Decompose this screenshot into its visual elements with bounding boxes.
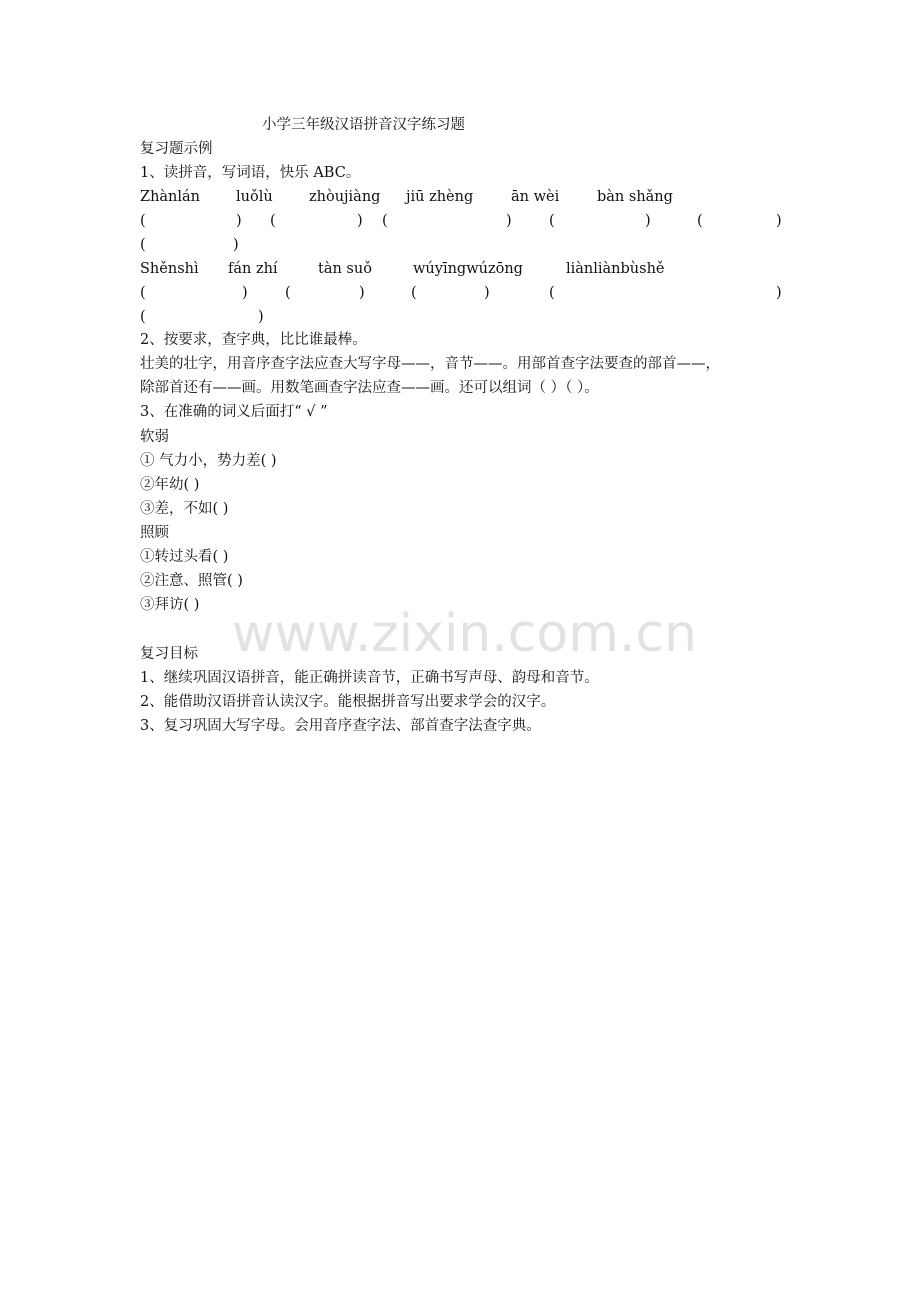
goal-item: 1、继续巩固汉语拼音，能正确拼读音节，正确书写声母、韵母和音节。 <box>140 670 599 686</box>
paren-open: ( <box>140 237 146 253</box>
q2-text-line1: 壮美的壮字，用音序查字法应查大写字母——，音节——。用部首查字法要查的部首——， <box>140 356 720 372</box>
pinyin-word: Shěnshì <box>140 261 199 277</box>
pinyin-word: jiū zhèng <box>406 189 474 205</box>
paren-open: ( <box>140 309 146 325</box>
q1-heading: 1、读拼音，写词语，快乐 ABC。 <box>140 165 361 181</box>
paren-open: ( <box>411 285 417 301</box>
goal-item: 3、复习巩固大写字母。会用音序查字法、部首查字法查字典。 <box>140 718 541 734</box>
paren-open: ( <box>549 213 555 229</box>
pinyin-word: luǒlù <box>236 189 273 205</box>
q3-heading: 3、在准确的词义后面打“ √ ” <box>140 404 328 420</box>
pinyin-word: Zhànlán <box>140 189 201 205</box>
q3-option: ③差，不如( ) <box>140 501 229 517</box>
section-example-heading: 复习题示例 <box>140 141 213 157</box>
pinyin-word: wúyīngwúzōng <box>413 261 523 277</box>
q3-option: ②注意、照管( ) <box>140 573 243 589</box>
paren-close: ) <box>776 285 782 301</box>
q2-text-line2: 除部首还有——画。用数笔画查字法应查——画。还可以组词（ ）（ ）。 <box>140 380 599 396</box>
pinyin-word: fán zhí <box>228 261 278 277</box>
q3-option: ②年幼( ) <box>140 477 200 493</box>
paren-close: ) <box>258 309 264 325</box>
paren-close: ) <box>776 213 782 229</box>
paren-close: ) <box>484 285 490 301</box>
paren-close: ) <box>233 237 239 253</box>
paren-open: ( <box>697 213 703 229</box>
paren-close: ) <box>359 285 365 301</box>
q3-option: ①转过头看( ) <box>140 549 229 565</box>
q2-heading: 2、按要求，查字典，比比谁最棒。 <box>140 332 367 348</box>
paren-close: ) <box>506 213 512 229</box>
q3-option: ③拜访( ) <box>140 597 200 613</box>
paren-open: ( <box>549 285 555 301</box>
pinyin-word: ān wèi <box>511 189 560 205</box>
pinyin-word: tàn suǒ <box>318 261 372 277</box>
paren-close: ) <box>357 213 363 229</box>
goal-item: 2、能借助汉语拼音认读汉字。能根据拼音写出要求学会的汉字。 <box>140 694 556 710</box>
pinyin-word: bàn shǎng <box>597 189 673 205</box>
q3-word-ruanruo: 软弱 <box>140 429 169 445</box>
paren-open: ( <box>270 213 276 229</box>
paren-close: ) <box>236 213 242 229</box>
paren-close: ) <box>645 213 651 229</box>
q3-option: ① 气力小，势力差( ) <box>140 453 277 469</box>
pinyin-word: zhòujiàng <box>309 189 381 205</box>
goals-heading: 复习目标 <box>140 646 198 662</box>
pinyin-word: liànliànbùshě <box>566 261 665 277</box>
paren-close: ) <box>242 285 248 301</box>
paren-open: ( <box>382 213 388 229</box>
paren-open: ( <box>140 285 146 301</box>
watermark: www.zixin.com.cn <box>232 604 697 664</box>
paren-open: ( <box>140 213 146 229</box>
paren-open: ( <box>285 285 291 301</box>
q3-word-zhaogu: 照顾 <box>140 525 169 541</box>
document-title: 小学三年级汉语拼音汉字练习题 <box>262 117 465 133</box>
